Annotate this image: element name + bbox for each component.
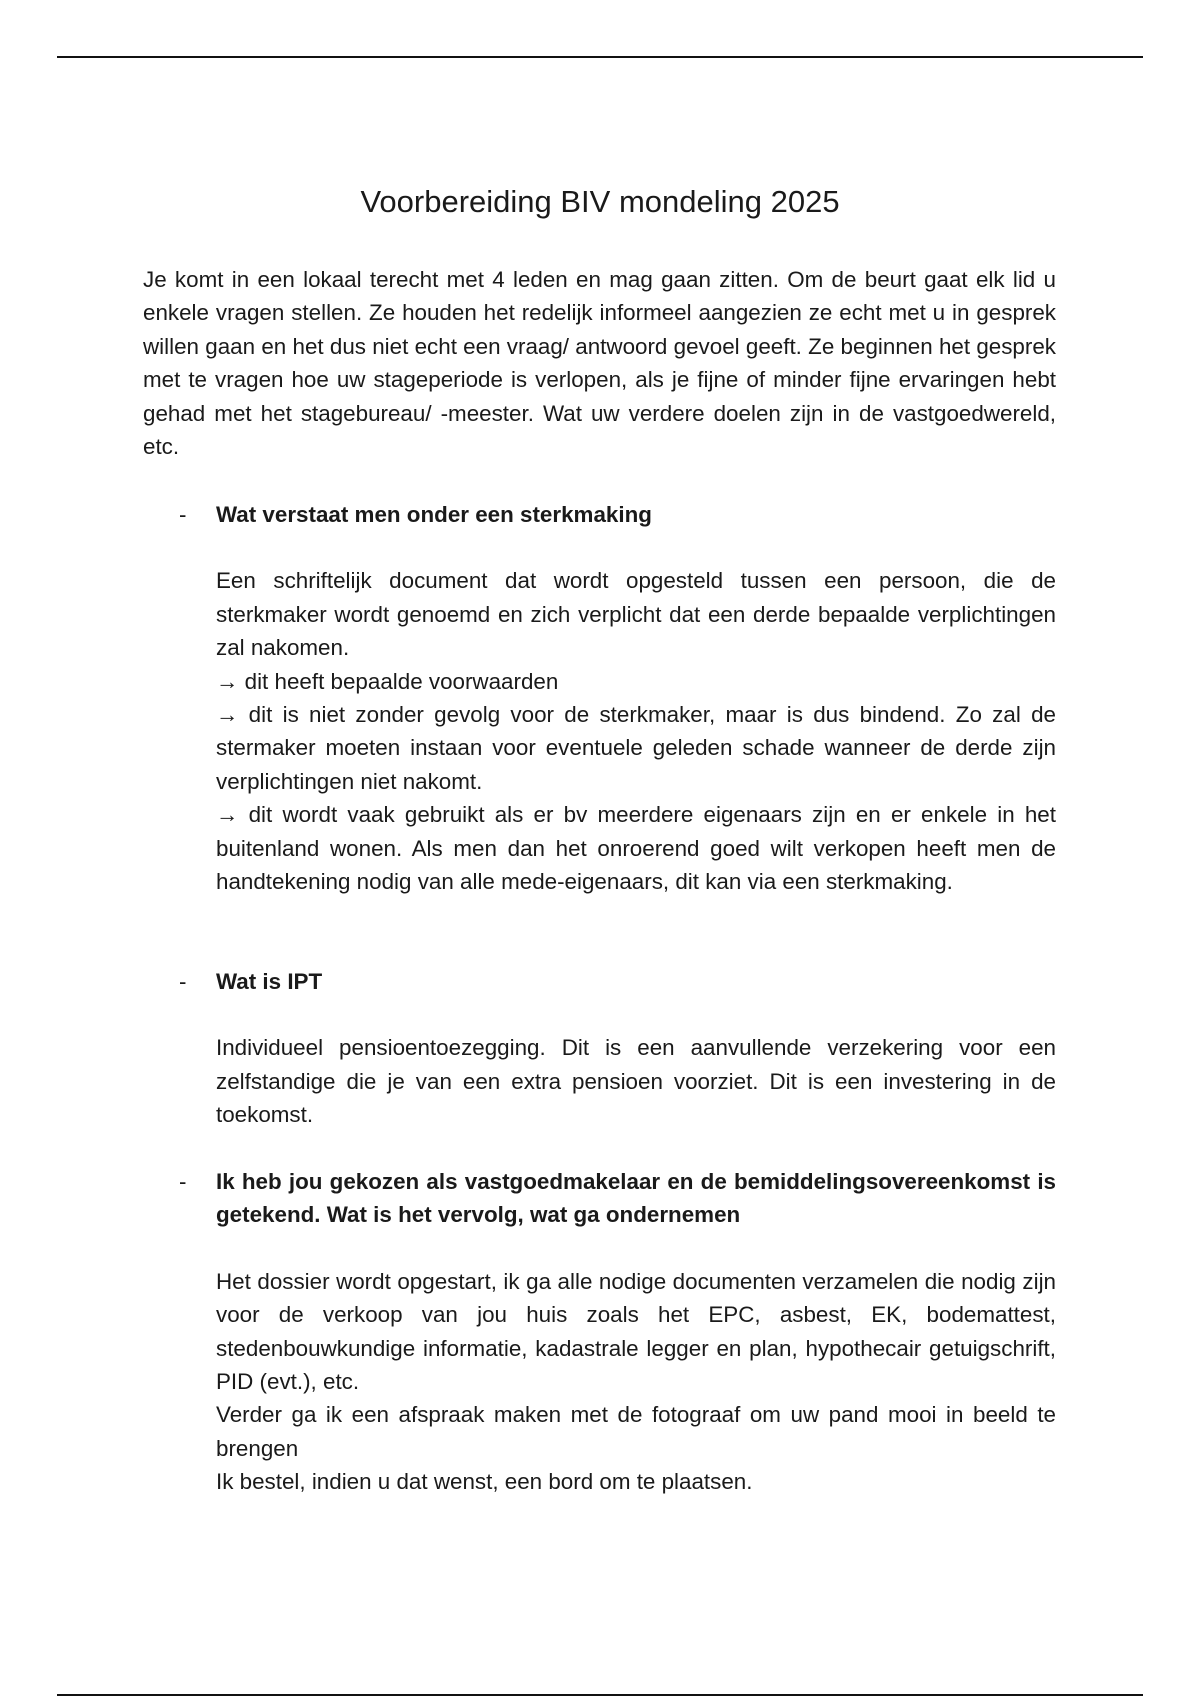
question-block-sterkmaking (143, 498, 1056, 898)
question-heading (143, 498, 1056, 531)
answer-paragraph: Individueel pensioentoezegging. Dit is een aanvullende verzekering voor een zelfstandige die je van een extra pensioen voorziet. Dit is een investering in de toekomst. (216, 1035, 1056, 1128)
intro-paragraph: Je komt in een lokaal terecht met 4 leden en mag gaan zitten. Om de beurt gaat elk lid u enkele vragen stellen. Ze houden het redelijk informeel aangezien ze echt met u in gesprek willen gaan en het dus niet echt een vraag/ antwoord gevoel geeft. Ze beginnen het gesprek met te vragen hoe uw stageperiode is verlopen, als je fijne of minder fijne ervaringen hebt gehad met het stagebureau/ -meester. Wat uw verdere doelen zijn in de vastgoedwereld, etc. (143, 267, 1056, 460)
answer-arrow-line (216, 698, 1056, 798)
arrow-icon: → (216, 668, 239, 694)
answer-arrow-line (216, 798, 1056, 898)
list-bullet: - (179, 502, 187, 527)
question-block-ipt (143, 965, 1056, 1132)
page-title: Voorbereiding BIV mondeling 2025 (360, 184, 840, 219)
question-text: Wat is IPT (216, 969, 323, 994)
answer-paragraph: Het dossier wordt opgestart, ik ga alle nodige documenten verzamelen die nodig zijn voor de verkoop van jou huis zoals het EPC, asbest, EK, bodemattest, stedenbouwkundige informatie, kadastrale legger en plan, hypothecair getuigschrift, PID (evt.), etc. (216, 1268, 1056, 1395)
arrow-icon: → (216, 702, 239, 728)
answer-paragraph: Ik bestel, indien u dat wenst, een bord om te plaatsen. (216, 1469, 753, 1495)
question-text: Wat verstaat men onder een sterkmaking (216, 502, 652, 527)
answer-text: dit wordt vaak gebruikt als er bv meerdere eigenaars zijn en er enkele in het buitenland wonen. Als men dan het onroerend goed wilt verkopen heeft men de handtekening nodig van alle mede-eigenaars, dit kan via een sterkmaking. (216, 802, 1056, 895)
answer-text: dit heeft bepaalde voorwaarden (244, 668, 559, 694)
answer-paragraph: Verder ga ik een afspraak maken met de fotograaf om uw pand mooi in beeld te brengen (216, 1402, 1056, 1461)
footer-rule (57, 1694, 1143, 1696)
list-bullet: - (179, 1169, 187, 1194)
list-bullet: - (179, 969, 187, 994)
answer-body (143, 1031, 1056, 1131)
answer-arrow-line (216, 665, 1056, 698)
question-block-vervolg (143, 1165, 1056, 1499)
arrow-icon: → (216, 802, 239, 828)
question-text: Ik heb jou gekozen als vastgoedmakelaar en de bemiddelingsovereenkomst is getekend. Wat is het vervolg, wat ga ondernemen (216, 1169, 1056, 1228)
question-heading (143, 1165, 1056, 1232)
answer-paragraph: Een schriftelijk document dat wordt opgesteld tussen een persoon, die de sterkmaker wordt genoemd en zich verplicht dat een derde bepaalde verplichtingen zal nakomen. (216, 568, 1056, 661)
answer-body (143, 1265, 1056, 1499)
header-rule (57, 56, 1143, 58)
answer-text: dit is niet zonder gevolg voor de sterkmaker, maar is dus bindend. Zo zal de stermaker moeten instaan voor eventuele geleden schade wanneer de derde zijn verplichtingen niet nakomt. (216, 702, 1056, 794)
answer-body (143, 564, 1056, 898)
question-heading (143, 965, 1056, 998)
